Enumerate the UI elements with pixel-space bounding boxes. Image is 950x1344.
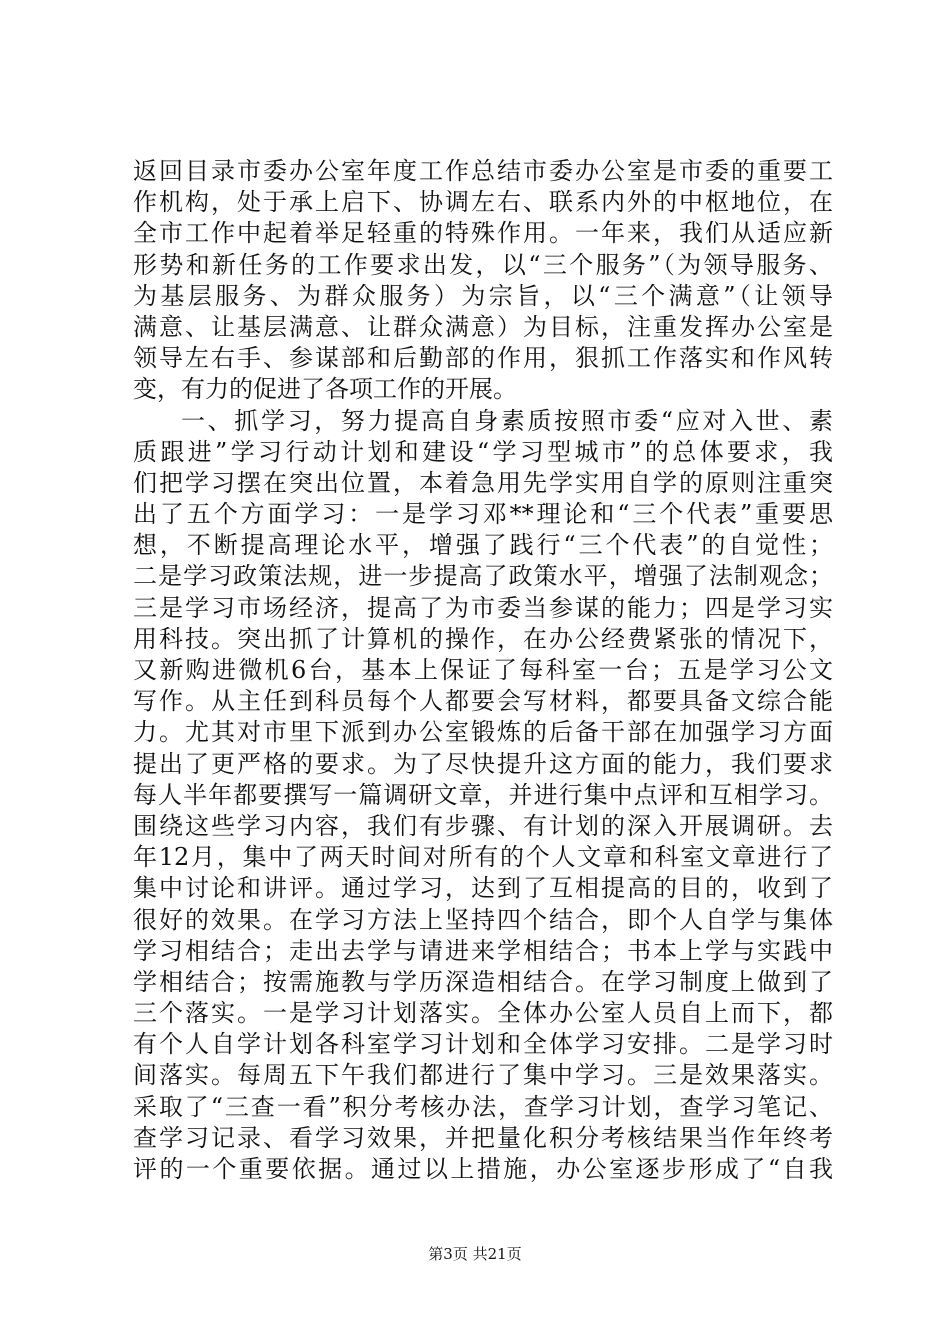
paragraph-1-line-5: 为基层服务、为群众服务）为宗旨，以“三个满意”（让领导	[133, 281, 833, 310]
paragraph-1-line-4: 形势和新任务的工作要求出发，以“三个服务”（为领导服务、	[133, 250, 833, 279]
paragraph-2-line-22: 间落实。每周五下午我们都进行了集中学习。三是效果落实。	[133, 1061, 833, 1090]
page-number-footer: 第3页 共21页	[428, 1245, 522, 1263]
paragraph-2-line-16: 集中讨论和讲评。通过学习，达到了互相提高的目的，收到了	[133, 874, 833, 903]
paragraph-2-line-14: 围绕这些学习内容，我们有步骤、有计划的深入开展调研。去	[133, 811, 833, 840]
paragraph-2-line-10: 写作。从主任到科员每个人都要会写材料，都要具备文综合能	[133, 687, 833, 716]
paragraph-2-line-9: 又新购进微机6台，基本上保证了每科室一台；五是学习公文	[133, 656, 833, 684]
paragraph-2-line-25: 评的一个重要依据。通过以上措施，办公室逐步形成了“自我	[133, 1155, 833, 1183]
paragraph-2-line-6: 二是学习政策法规，进一步提高了政策水平，增强了法制观念；	[133, 562, 833, 591]
paragraph-2-line-7: 三是学习市场经济，提高了为市委当参谋的能力；四是学习实	[133, 593, 833, 622]
paragraph-2-line-4: 出了五个方面学习：一是学习邓**理论和“三个代表”重要思	[133, 500, 833, 529]
paragraph-1-line-8: 变，有力的促进了各项工作的开展。	[133, 375, 517, 404]
paragraph-2-line-13: 每人半年都要撰写一篇调研文章，并进行集中点评和互相学习。	[133, 780, 833, 809]
paragraph-2-line-8: 用科技。突出抓了计算机的操作，在办公经费紧张的情况下，	[133, 624, 833, 653]
paragraph-2-line-5: 想，不断提高理论水平，增强了践行“三个代表”的自觉性；	[133, 531, 833, 560]
paragraph-2-line-3: 们把学习摆在突出位置，本着急用先学实用自学的原则注重突	[133, 468, 833, 497]
paragraph-1-line-7: 领导左右手、参谋部和后勤部的作用，狠抓工作落实和作风转	[133, 344, 833, 373]
paragraph-2-line-12: 提出了更严格的要求。为了尽快提升这方面的能力，我们要求	[133, 749, 833, 778]
paragraph-1-line-3: 全市工作中起着举足轻重的特殊作用。一年来，我们从适应新	[133, 219, 833, 248]
paragraph-2-line-1: 一、抓学习，努力提高自身素质按照市委“应对入世、素	[181, 406, 833, 435]
paragraph-2-line-20: 三个落实。一是学习计划落实。全体办公室人员自上而下，都	[133, 999, 833, 1028]
paragraph-2-line-2: 质跟进”学习行动计划和建设“学习型城市”的总体要求，我	[133, 437, 833, 466]
paragraph-1-line-2: 作机构，处于承上启下、协调左右、联系内外的中枢地位，在	[133, 188, 833, 217]
paragraph-2-line-18: 学习相结合；走出去学与请进来学相结合；书本上学与实践中	[133, 936, 833, 965]
paragraph-1-line-1: 返回目录市委办公室年度工作总结市委办公室是市委的重要工	[133, 157, 833, 185]
paragraph-2-line-21: 有个人自学计划各科室学习计划和全体学习安排。二是学习时	[133, 1030, 833, 1059]
document-body	[133, 156, 833, 1185]
paragraph-2-line-17: 很好的效果。在学习方法上坚持四个结合，即个人自学与集体	[133, 905, 833, 934]
paragraph-2-line-19: 学相结合；按需施教与学历深造相结合。在学习制度上做到了	[133, 967, 833, 996]
paragraph-2-line-23: 采取了“三查一看”积分考核办法，查学习计划，查学习笔记、	[133, 1092, 833, 1121]
paragraph-2-line-15: 年12月，集中了两天时间对所有的个人文章和科室文章进行了	[133, 843, 833, 872]
paragraph-1-line-6: 满意、让基层满意、让群众满意）为目标，注重发挥办公室是	[133, 312, 833, 341]
paragraph-2-line-11: 力。尤其对市里下派到办公室锻炼的后备干部在加强学习方面	[133, 718, 833, 747]
paragraph-2-line-24: 查学习记录、看学习效果，并把量化积分考核结果当作年终考	[133, 1123, 833, 1152]
